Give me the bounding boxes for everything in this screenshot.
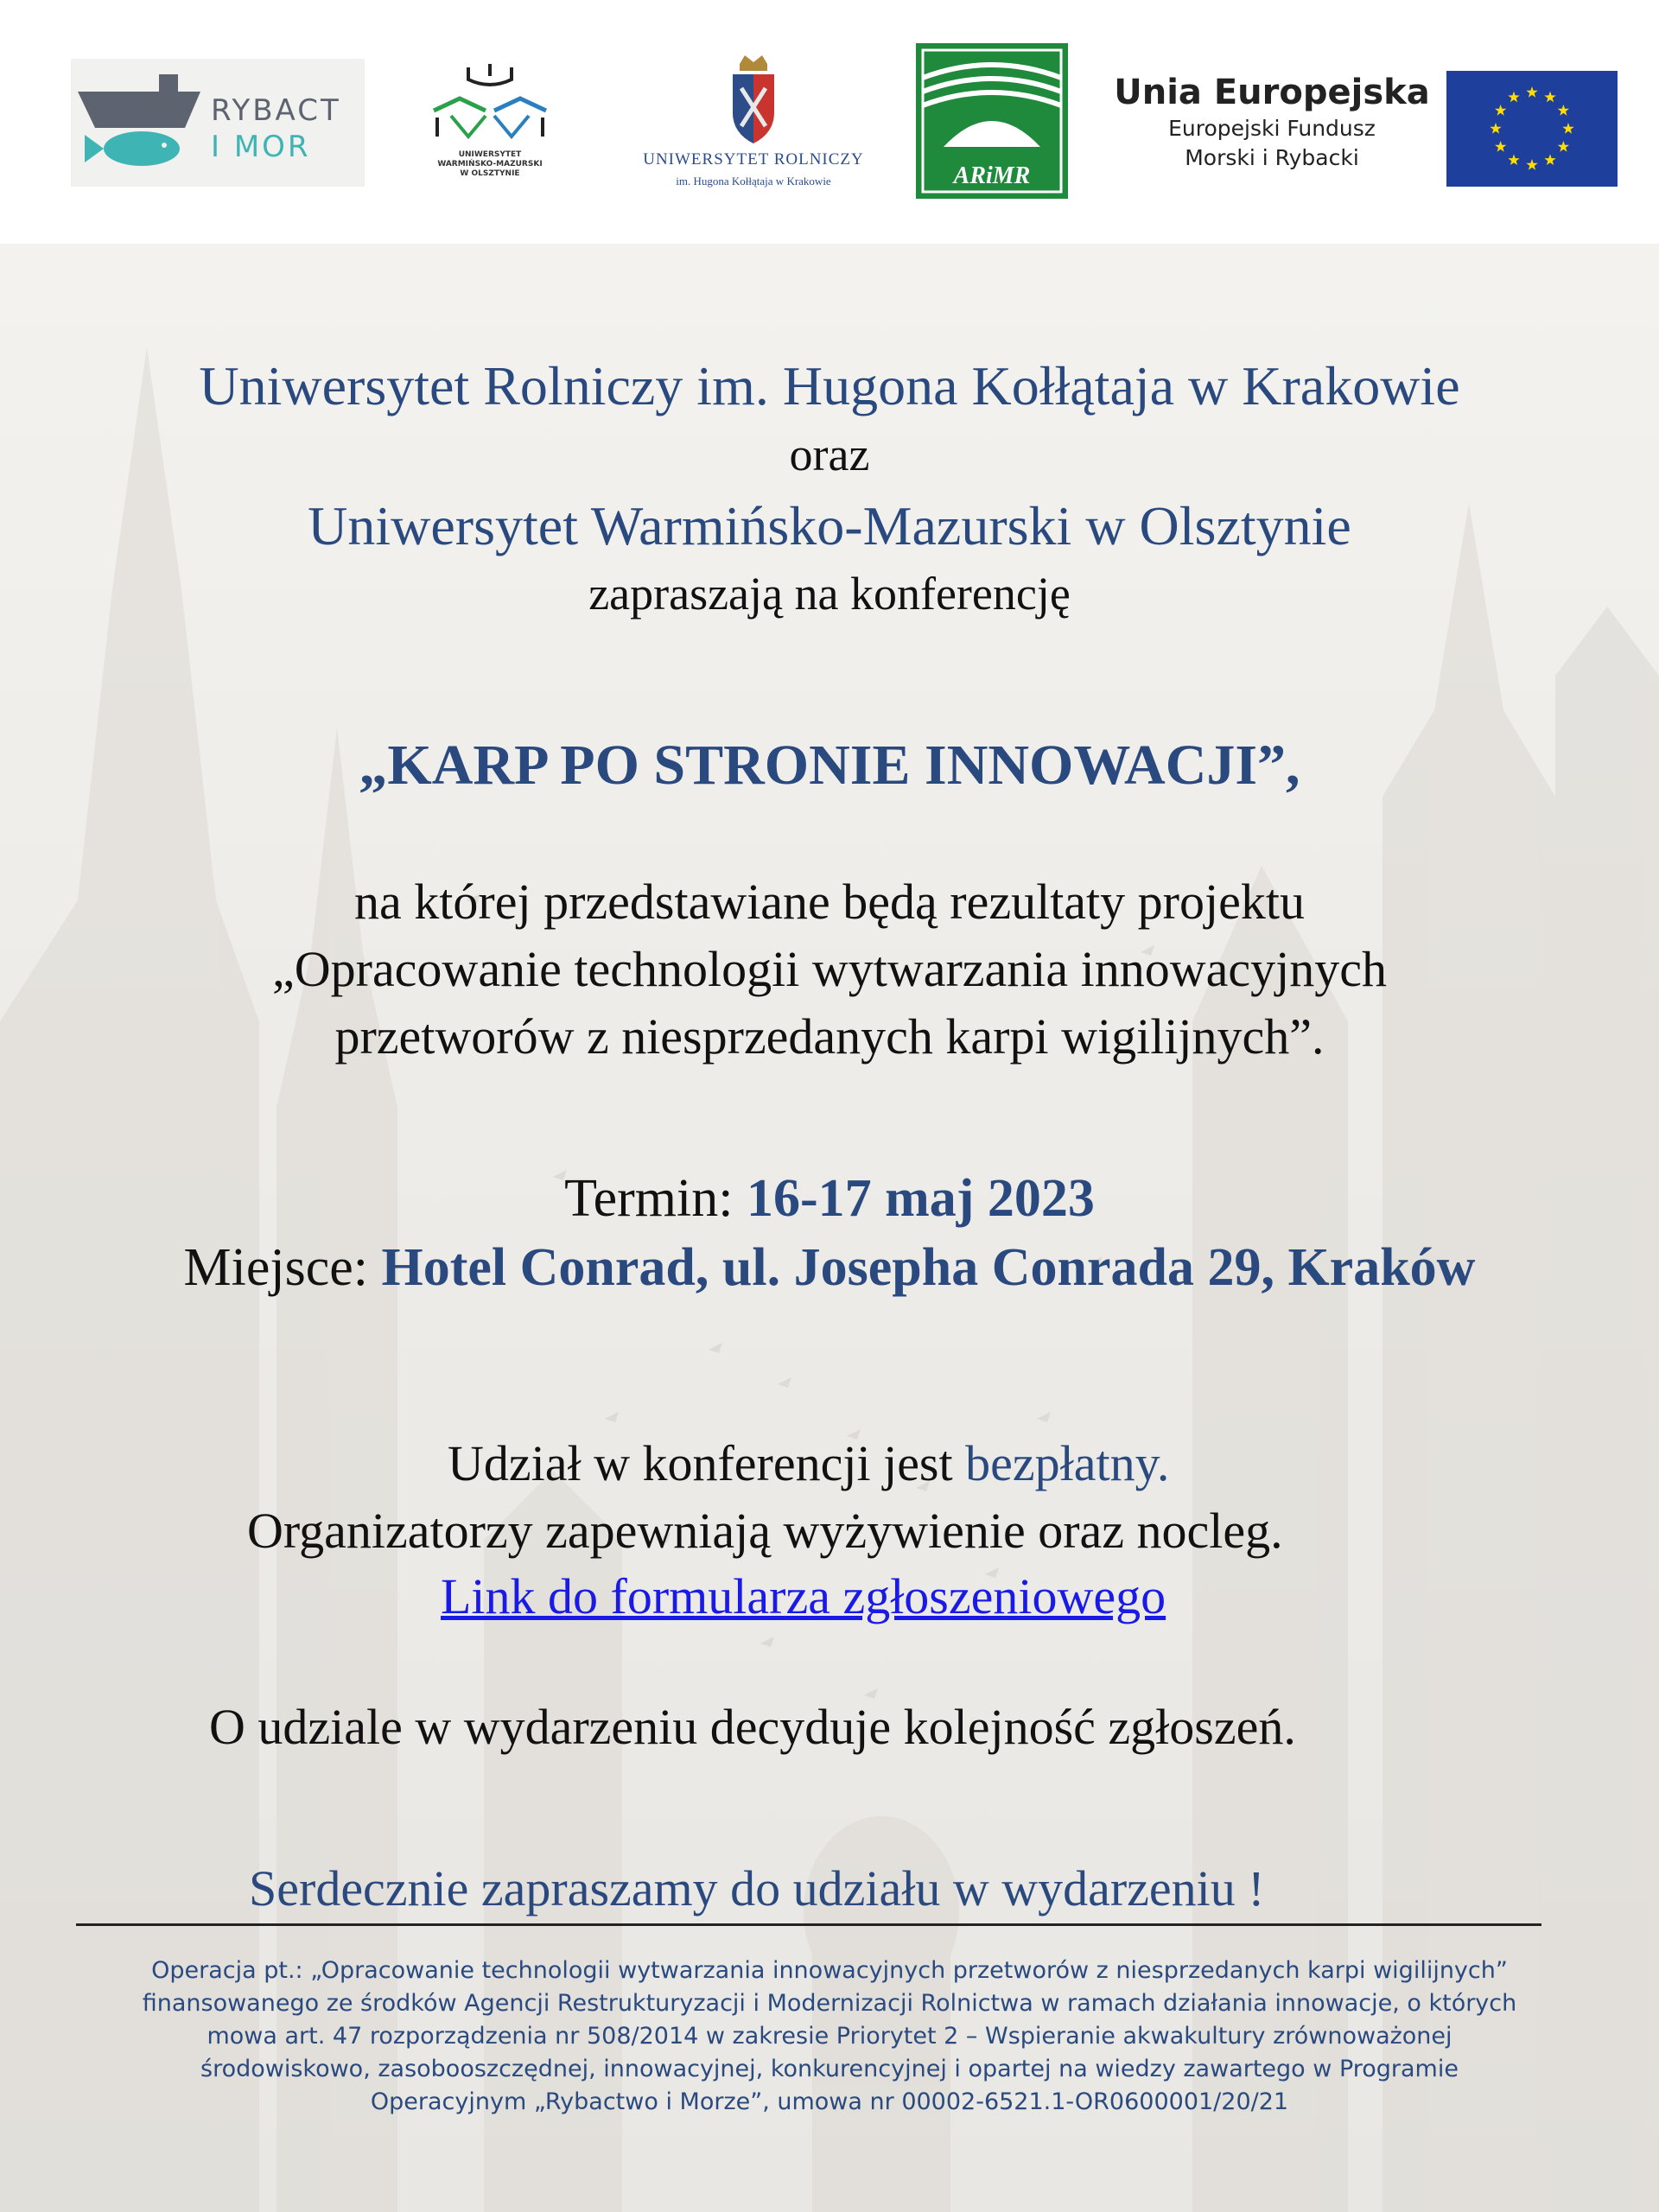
rybactwo-logo	[71, 59, 365, 187]
rybactwo-logo-line1: RYBACT	[211, 93, 341, 128]
footer-line: finansowanego ze środków Agencji Restrukturyzacji i Modernizacji Rolnictwa w ramach działania innowacje, o których	[142, 1990, 1517, 2017]
eu-star-icon	[1558, 105, 1569, 116]
conjunction-oraz: oraz	[789, 429, 870, 480]
eu-star-icon	[1526, 159, 1537, 170]
organizer-ur: Uniwersytet Rolniczy im. Hugona Kołłątaja w Krakowie	[199, 355, 1460, 416]
eu-stars-icon	[1446, 71, 1618, 187]
ur-logo-subtitle: im. Hugona Kołłątaja w Krakowie	[676, 175, 831, 188]
conference-title: „KARP PO STRONIE INNOWACJI”,	[359, 734, 1300, 797]
logo-bar	[0, 0, 1659, 244]
date-row	[0, 1168, 1659, 1230]
funding-footer	[52, 1955, 1607, 2119]
eu-star-icon	[1495, 105, 1506, 116]
footer-line: mowa art. 47 rozporządzenia nr 508/2014 w zakresie Priorytet 2 – Wspieranie akwakultury zrównoważonej	[207, 2023, 1452, 2050]
ur-logo-name: UNIWERSYTET ROLNICZY	[643, 150, 864, 168]
footer-line: Operacja pt.: „Opracowanie technologii wytwarzania innowacyjnych przetworów z niesprzedanych karpi wigilijnych”	[151, 1957, 1508, 1984]
ur-krakow-logo	[615, 54, 892, 200]
rybactwo-logo-line2: I MOR	[211, 130, 311, 164]
date-label: Termin:	[564, 1169, 747, 1228]
closing-invitation: Serdecznie zapraszamy do udziału w wydarzeniu !	[249, 1860, 1265, 1916]
organizers-provide: Organizatorzy zapewniają wyżywienie oraz nocleg.	[247, 1503, 1283, 1559]
eu-fund-line1: Europejski Fundusz	[1168, 116, 1376, 141]
venue-value: Hotel Conrad, ul. Josepha Conrada 29, Kraków	[381, 1238, 1476, 1297]
boat-fish-icon	[71, 59, 209, 187]
uwm-emblem-icon	[416, 60, 563, 147]
eu-title: Unia Europejska	[1114, 73, 1430, 112]
uwm-logo-caption	[416, 150, 563, 179]
eu-fund-line2: Morski i Rybacki	[1185, 145, 1359, 170]
eu-star-icon	[1495, 141, 1506, 152]
eu-fund-logo	[1108, 71, 1436, 192]
project-title-line2: przetworów z niesprzedanych karpi wigilijnych”.	[334, 1008, 1325, 1065]
registration-form-link[interactable]: Link do formularza zgłoszeniowego	[441, 1568, 1166, 1624]
eu-star-icon	[1526, 86, 1537, 98]
project-title-line1: „Opracowanie technologii wytwarzania innowacyjnych	[272, 941, 1387, 997]
uwm-caption-line: W OLSZTYNIE	[460, 169, 520, 178]
divider-line	[76, 1923, 1541, 1926]
eu-star-icon	[1508, 92, 1519, 103]
footer-line: Operacyjnym „Rybactwo i Morze”, umowa nr 00002-6521.1-OR0600001/20/21	[370, 2088, 1289, 2115]
eu-star-icon	[1490, 123, 1501, 134]
registration-order-note: O udziale w wydarzeniu decyduje kolejność zgłoszeń.	[209, 1699, 1296, 1755]
organizer-uwm: Uniwersytet Warmińsko-Mazurski w Olsztynie	[308, 495, 1351, 556]
eu-star-icon	[1544, 92, 1555, 103]
eu-star-icon	[1562, 123, 1573, 134]
uwm-caption-line: WARMIŃSKO-MAZURSKI	[437, 160, 543, 168]
eu-star-icon	[1558, 141, 1569, 152]
free-participation	[448, 1434, 1169, 1492]
eu-star-icon	[1544, 154, 1555, 165]
ur-crest-icon	[615, 54, 892, 149]
eu-flag-icon	[1446, 71, 1618, 187]
invitation-text: zapraszają na konferencję	[588, 568, 1071, 620]
arimr-logo-text: ARiMR	[953, 162, 1031, 189]
uwm-logo	[416, 60, 563, 199]
venue-label: Miejsce:	[183, 1238, 382, 1297]
footer-line: środowiskowo, zasobooszczędnej, innowacyjnej, konkurencyjnej i opartej na wiedzy zawartego w Programie	[200, 2056, 1459, 2082]
date-value: 16-17 maj 2023	[746, 1169, 1095, 1228]
free-prefix: Udział w konferencji jest	[448, 1435, 966, 1491]
project-intro: na której przedstawiane będą rezultaty projektu	[354, 874, 1305, 930]
arimr-logo	[916, 43, 1068, 199]
venue-row	[0, 1237, 1659, 1299]
free-value: bezpłatny.	[965, 1435, 1170, 1491]
uwm-caption-line: UNIWERSYTET	[458, 150, 522, 159]
eu-star-icon	[1508, 154, 1519, 165]
